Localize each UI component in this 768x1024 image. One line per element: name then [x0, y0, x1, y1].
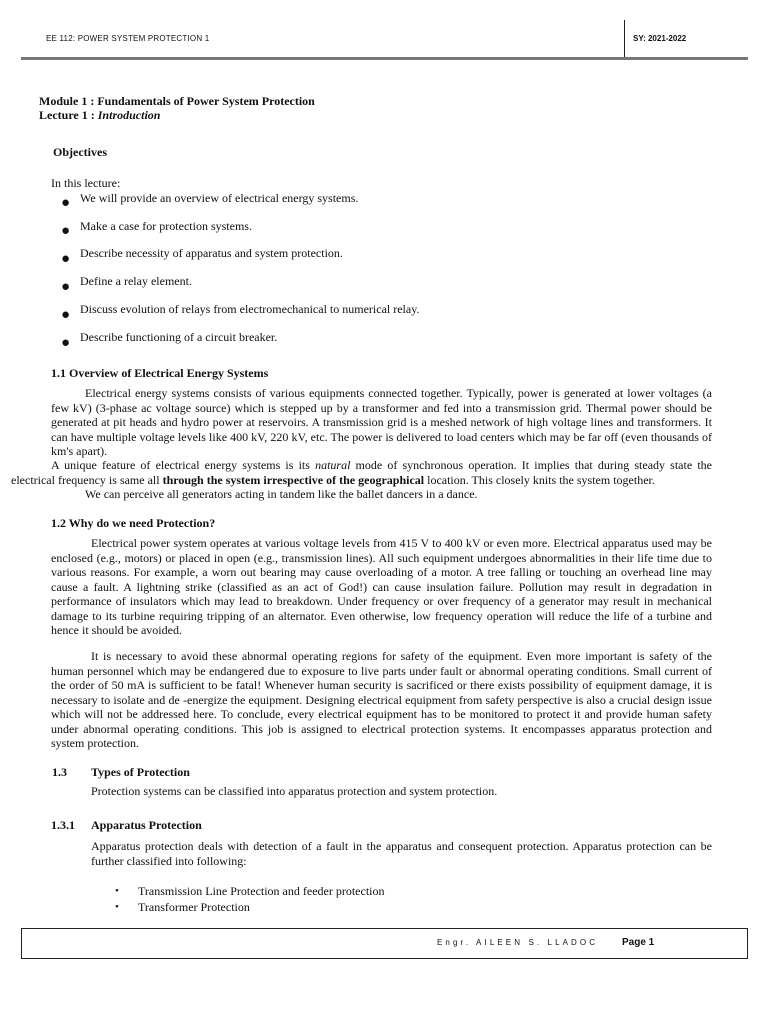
course-title: EE 112: POWER SYSTEM PROTECTION 1 — [46, 34, 210, 43]
section-1-1-paragraph: We can perceive all generators acting in tandem like the ballet dancers in a dance. — [85, 487, 478, 501]
text-run: mode of synchronous operation. It implies that during steady state the electrical frequency is same all — [11, 458, 712, 487]
objective-item: Define a relay element. — [80, 274, 192, 288]
list-item: Transformer Protection — [138, 900, 250, 914]
bullet-icon: ● — [61, 279, 71, 295]
bullet-icon: • — [115, 901, 119, 913]
section-heading-1-3: Types of Protection — [91, 765, 190, 779]
page-footer — [21, 928, 748, 959]
author-name: Engr. AILEEN S. LLADOC — [437, 938, 599, 947]
header-rule — [21, 57, 748, 60]
objectives-intro: In this lecture: — [51, 176, 121, 190]
section-number-1-3: 1.3 — [52, 765, 67, 779]
section-1-1-paragraph: Electrical energy systems consists of various equipments connected together. Typically, power is generated at lower voltages (a few kV) (3-phase ac voltage source) which is stepped up by a transformer and fed into a transmission grid. Thermal power should be generated at pit heads and hydro power at reservoirs. A transmission grid is a meshed network of high voltage lines and transformers. It can have multiple voltage levels like 400 kV, 220 kV, etc. The power is delivered to load centers which may be far off (even thousands of km's apart). — [51, 386, 712, 458]
objective-item: Describe necessity of apparatus and system protection. — [80, 246, 343, 260]
header-divider — [624, 20, 625, 58]
school-year: SY: 2021-2022 — [633, 34, 687, 43]
bullet-icon: ● — [61, 251, 71, 267]
bullet-icon: • — [115, 885, 119, 897]
objective-item: Describe functioning of a circuit breaker. — [80, 330, 278, 344]
bullet-icon: ● — [61, 223, 71, 239]
objective-item: Discuss evolution of relays from electromechanical to numerical relay. — [80, 302, 420, 316]
section-heading-1-2: 1.2 Why do we need Protection? — [51, 516, 216, 530]
lecture-prefix: Lecture 1 : — [39, 108, 98, 122]
section-1-1-paragraph — [11, 458, 712, 487]
text-run: location. This closely knits the system together. — [424, 472, 655, 487]
lecture-name: Introduction — [97, 108, 161, 122]
section-1-3-1-paragraph: Apparatus protection deals with detection of a fault in the apparatus and consequent protection. Apparatus protection can be further classified into following: — [91, 839, 712, 868]
list-item: Transmission Line Protection and feeder protection — [138, 884, 385, 898]
section-1-3-paragraph: Protection systems can be classified into apparatus protection and system protection. — [91, 784, 498, 798]
emphasis-natural: natural — [315, 458, 351, 472]
emphasis-geographical: through the system irrespective of the geographical — [162, 472, 425, 487]
section-1-2-paragraph: It is necessary to avoid these abnormal operating regions for safety of the equipment. Even more important is safety of the human personnel which may be endangered due to exposure to live parts under fault or abnormal operating conditions. Small current of the order of 50 mA is sufficient to be fatal! Whenever human security is sacrificed or there exists possibility of equipment damage, it is necessary to isolate and de -energize the equipment. Designing electrical equipment from safety perspective is also a crucial design issue which will not be addressed here. To conclude, every electrical equipment has to be monitored to protect it and provide human safety under abnormal operating conditions. This job is assigned to electrical protection systems. It encompasses apparatus protection and system protection. — [51, 649, 712, 750]
page-number: Page 1 — [622, 937, 655, 948]
objective-item: Make a case for protection systems. — [80, 219, 252, 233]
bullet-icon: ● — [61, 335, 71, 351]
lecture-title — [39, 108, 160, 123]
bullet-icon: ● — [61, 195, 71, 211]
bullet-icon: ● — [61, 307, 71, 323]
section-heading-1-1: 1.1 Overview of Electrical Energy Systems — [51, 366, 269, 380]
text-run: A unique feature of electrical energy systems is its — [51, 458, 316, 472]
page-header — [21, 20, 748, 60]
module-title: Module 1 : Fundamentals of Power System Protection — [39, 94, 315, 108]
objectives-heading: Objectives — [53, 145, 107, 159]
section-number-1-3-1: 1.3.1 — [51, 818, 75, 832]
section-heading-1-3-1: Apparatus Protection — [91, 818, 202, 832]
section-1-2-paragraph: Electrical power system operates at various voltage levels from 415 V to 400 kV or even more. Electrical apparatus used may be enclosed (e.g., motors) or placed in open (e.g., transmission lines). All such equipment undergoes abnormalities in their life time due to various reasons. For example, a worn out bearing may cause overloading of a motor. A tree falling or touching an overhead line may cause a fault. A lightning strike (classified as an act of God!) can cause insulation failure. Pollution may result in degradation in performance of insulators which may lead to breakdown. Under frequency or over frequency of a generator may result in mechanical damage to its turbine requiring tripping of an alternator. Even otherwise, low frequency operation will reduce the life of a turbine and hence it should be avoided. — [51, 536, 712, 637]
objective-item: We will provide an overview of electrical energy systems. — [80, 191, 359, 205]
